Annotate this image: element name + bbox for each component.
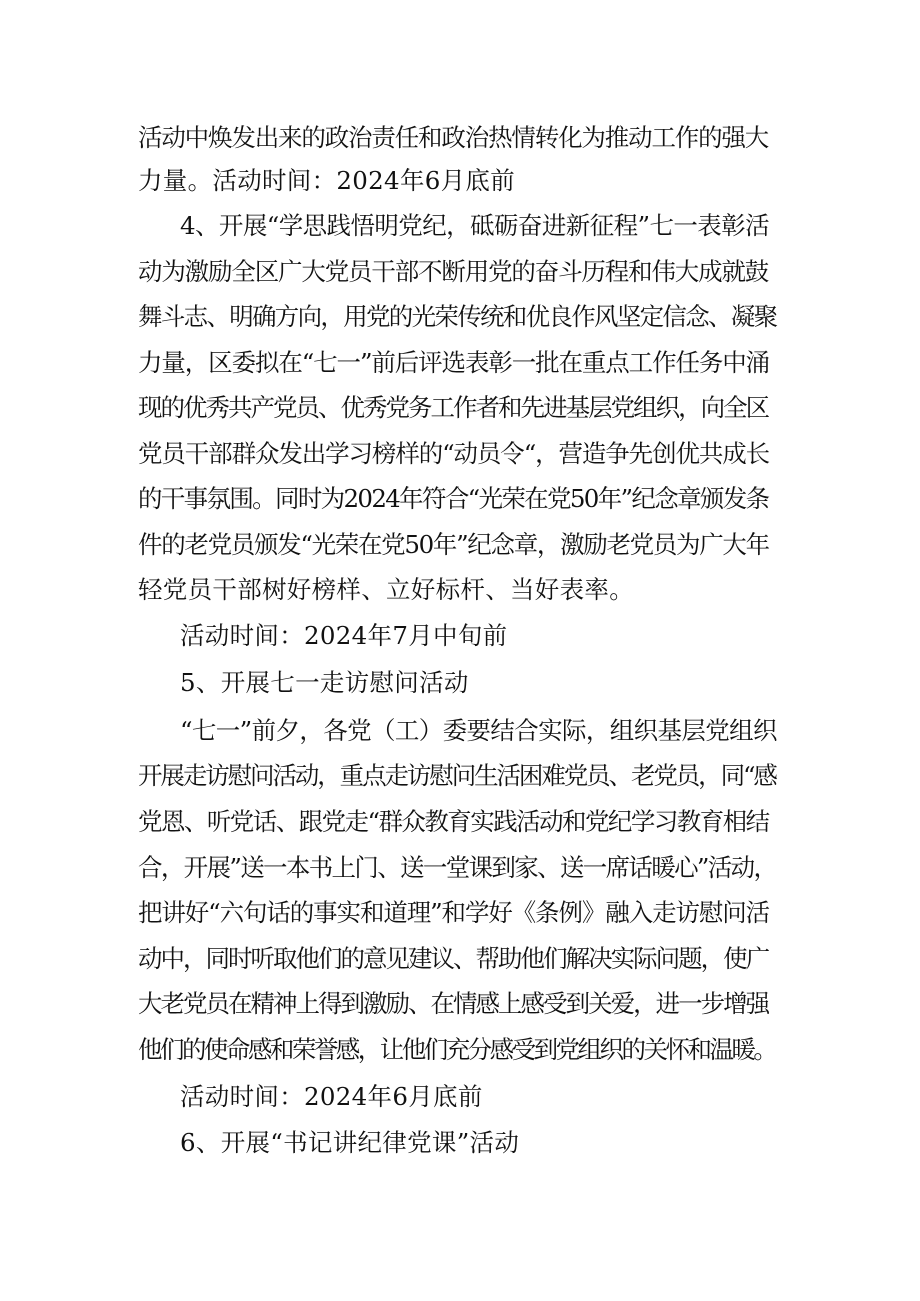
paragraph-line: 党员干部群众发出学习榜样的“动员令“，营造争先创优共成长: [138, 439, 770, 468]
paragraph-line: 他们的使命感和荣誉感，让他们充分感受到党组织的关怀和温暖。: [138, 1035, 776, 1064]
activity-time: 活动时间：2024年7月中旬前: [180, 621, 508, 650]
activity-time: 活动时间：2024年6月底前: [180, 1082, 483, 1111]
paragraph-line: 开展走访慰问活动，重点走访慰问生活困难党员、老党员，同“感: [138, 761, 776, 790]
paragraph-line: “七一”前夕，各党（工）委要结合实际，组织基层党组织: [180, 716, 777, 745]
section-heading-5: 5、开展七一走访慰问活动: [180, 668, 469, 697]
paragraph-line: 的干事氛围。同时为2024年符合“光荣在党50年”纪念章颁发条: [138, 484, 769, 513]
paragraph-line: 把讲好“六句话的事实和道理”和学好《条例》融入走访慰问活: [138, 898, 770, 927]
paragraph-line: 动为激励全区广大党员干部不断用党的奋斗历程和伟大成就鼓: [138, 257, 769, 286]
paragraph-line: 件的老党员颁发“光荣在党50年”纪念章，激励老党员为广大年: [138, 530, 769, 559]
paragraph-line: 活动中焕发出来的政治责任和政治热情转化为推动工作的强大: [138, 123, 769, 152]
paragraph-line: 大老党员在精神上得到激励、在情感上感受到关爱，进一步增强: [138, 989, 769, 1018]
paragraph-line: 动中，同时听取他们的意见建议、帮助他们解决实际问题，使广: [138, 944, 769, 973]
section-heading-4: 4、开展“学思践悟明党纪，砥砺奋进新征程”七一表彰活: [180, 211, 770, 240]
section-heading-6: 6、开展“书记讲纪律党课”活动: [180, 1128, 520, 1157]
paragraph-line: 合，开展”送一本书上门、送一堂课到家、送一席话暖心”活动，: [138, 853, 777, 882]
paragraph-line: 力量。活动时间：2024年6月底前: [138, 166, 516, 195]
paragraph-line: 现的优秀共产党员、优秀党务工作者和先进基层党组织，向全区: [138, 393, 769, 422]
paragraph-line: 轻党员干部树好榜样、立好标杆、当好表率。: [138, 575, 634, 604]
paragraph-line: 舞斗志、明确方向，用党的光荣传统和优良作风坚定信念、凝聚: [138, 302, 777, 331]
paragraph-line: 党恩、听党话、跟党走“群众教育实践活动和党纪学习教育相结: [138, 807, 769, 836]
paragraph-line: 力量，区委拟在“七一”前后评选表彰一批在重点工作任务中涌: [138, 348, 770, 377]
